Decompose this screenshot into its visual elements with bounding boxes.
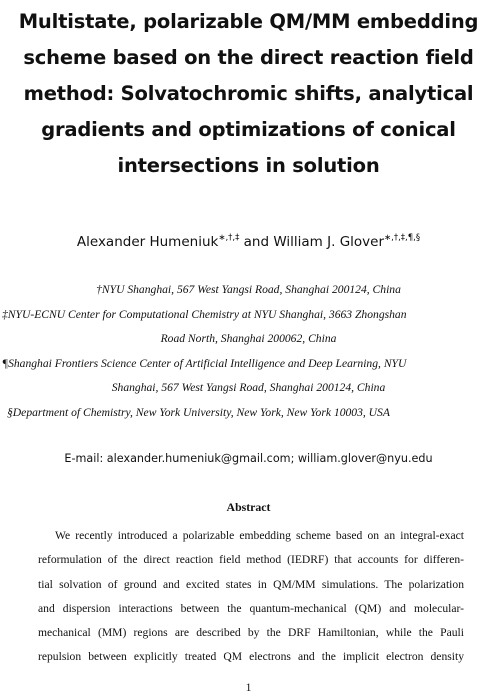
- contact-email: E-mail: alexander.humeniuk@gmail.com; william.glover@nyu.edu: [64, 452, 433, 465]
- abstract-body: [38, 524, 464, 670]
- title-line-5: intersections in solution: [117, 154, 380, 177]
- affiliations: [0, 278, 497, 425]
- abstract-line-4: and dispersion interactions between the quantum-mechanical (QM) and molecular-: [38, 601, 464, 615]
- abstract-line-5: mechanical (MM) regions are described by the DRF Hamiltonian, while the Pauli: [38, 626, 464, 640]
- page-number: 1: [245, 681, 252, 694]
- affiliation-frontiers-center: ¶Shanghai Frontiers Science Center of Artificial Intelligence and Deep Learning, NYU: [2, 356, 407, 370]
- abstract-line-2: reformulation of the direct reaction field method (IEDRF) that accounts for differen-: [38, 553, 464, 567]
- author-list: [0, 233, 497, 250]
- author-2-marks: ∗,†,‡,¶,§: [384, 233, 421, 243]
- paper-title: [0, 4, 497, 184]
- title-line-4: gradients and optimizations of conical: [41, 118, 456, 141]
- affiliation-nyu-ecnu-cont: Road North, Shanghai 200062, China: [160, 332, 337, 345]
- author-1-name: Alexander Humeniuk: [76, 234, 219, 250]
- author-conjunction: and: [243, 234, 270, 250]
- title-line-3: method: Solvatochromic shifts, analytical: [23, 82, 474, 105]
- affiliation-nyu-chemistry: §Department of Chemistry, New York University, New York, New York 10003, USA: [7, 405, 390, 419]
- author-2-name: William J. Glover: [273, 234, 385, 250]
- abstract-line-3: tial solvation of ground and excited states in QM/MM simulations. The polarization: [38, 577, 464, 591]
- abstract-heading: Abstract: [226, 500, 271, 514]
- affiliation-nyu-shanghai: †NYU Shanghai, 567 West Yangsi Road, Shanghai 200124, China: [96, 283, 401, 296]
- abstract-line-1: We recently introduced a polarizable embedding scheme based on an integral-exact: [55, 529, 464, 542]
- title-line-1: Multistate, polarizable QM/MM embedding: [18, 10, 479, 33]
- affiliation-frontiers-center-cont: Shanghai, 567 West Yangsi Road, Shanghai 200124, China: [111, 381, 386, 394]
- title-line-2: scheme based on the direct reaction field: [23, 46, 474, 69]
- abstract-line-6: repulsion between explicitly treated QM electrons and the implicit electron density: [38, 650, 464, 664]
- affiliation-nyu-ecnu: ‡NYU-ECNU Center for Computational Chemistry at NYU Shanghai, 3663 Zhongshan: [2, 307, 407, 321]
- author-1-marks: ∗,†,‡: [218, 233, 240, 243]
